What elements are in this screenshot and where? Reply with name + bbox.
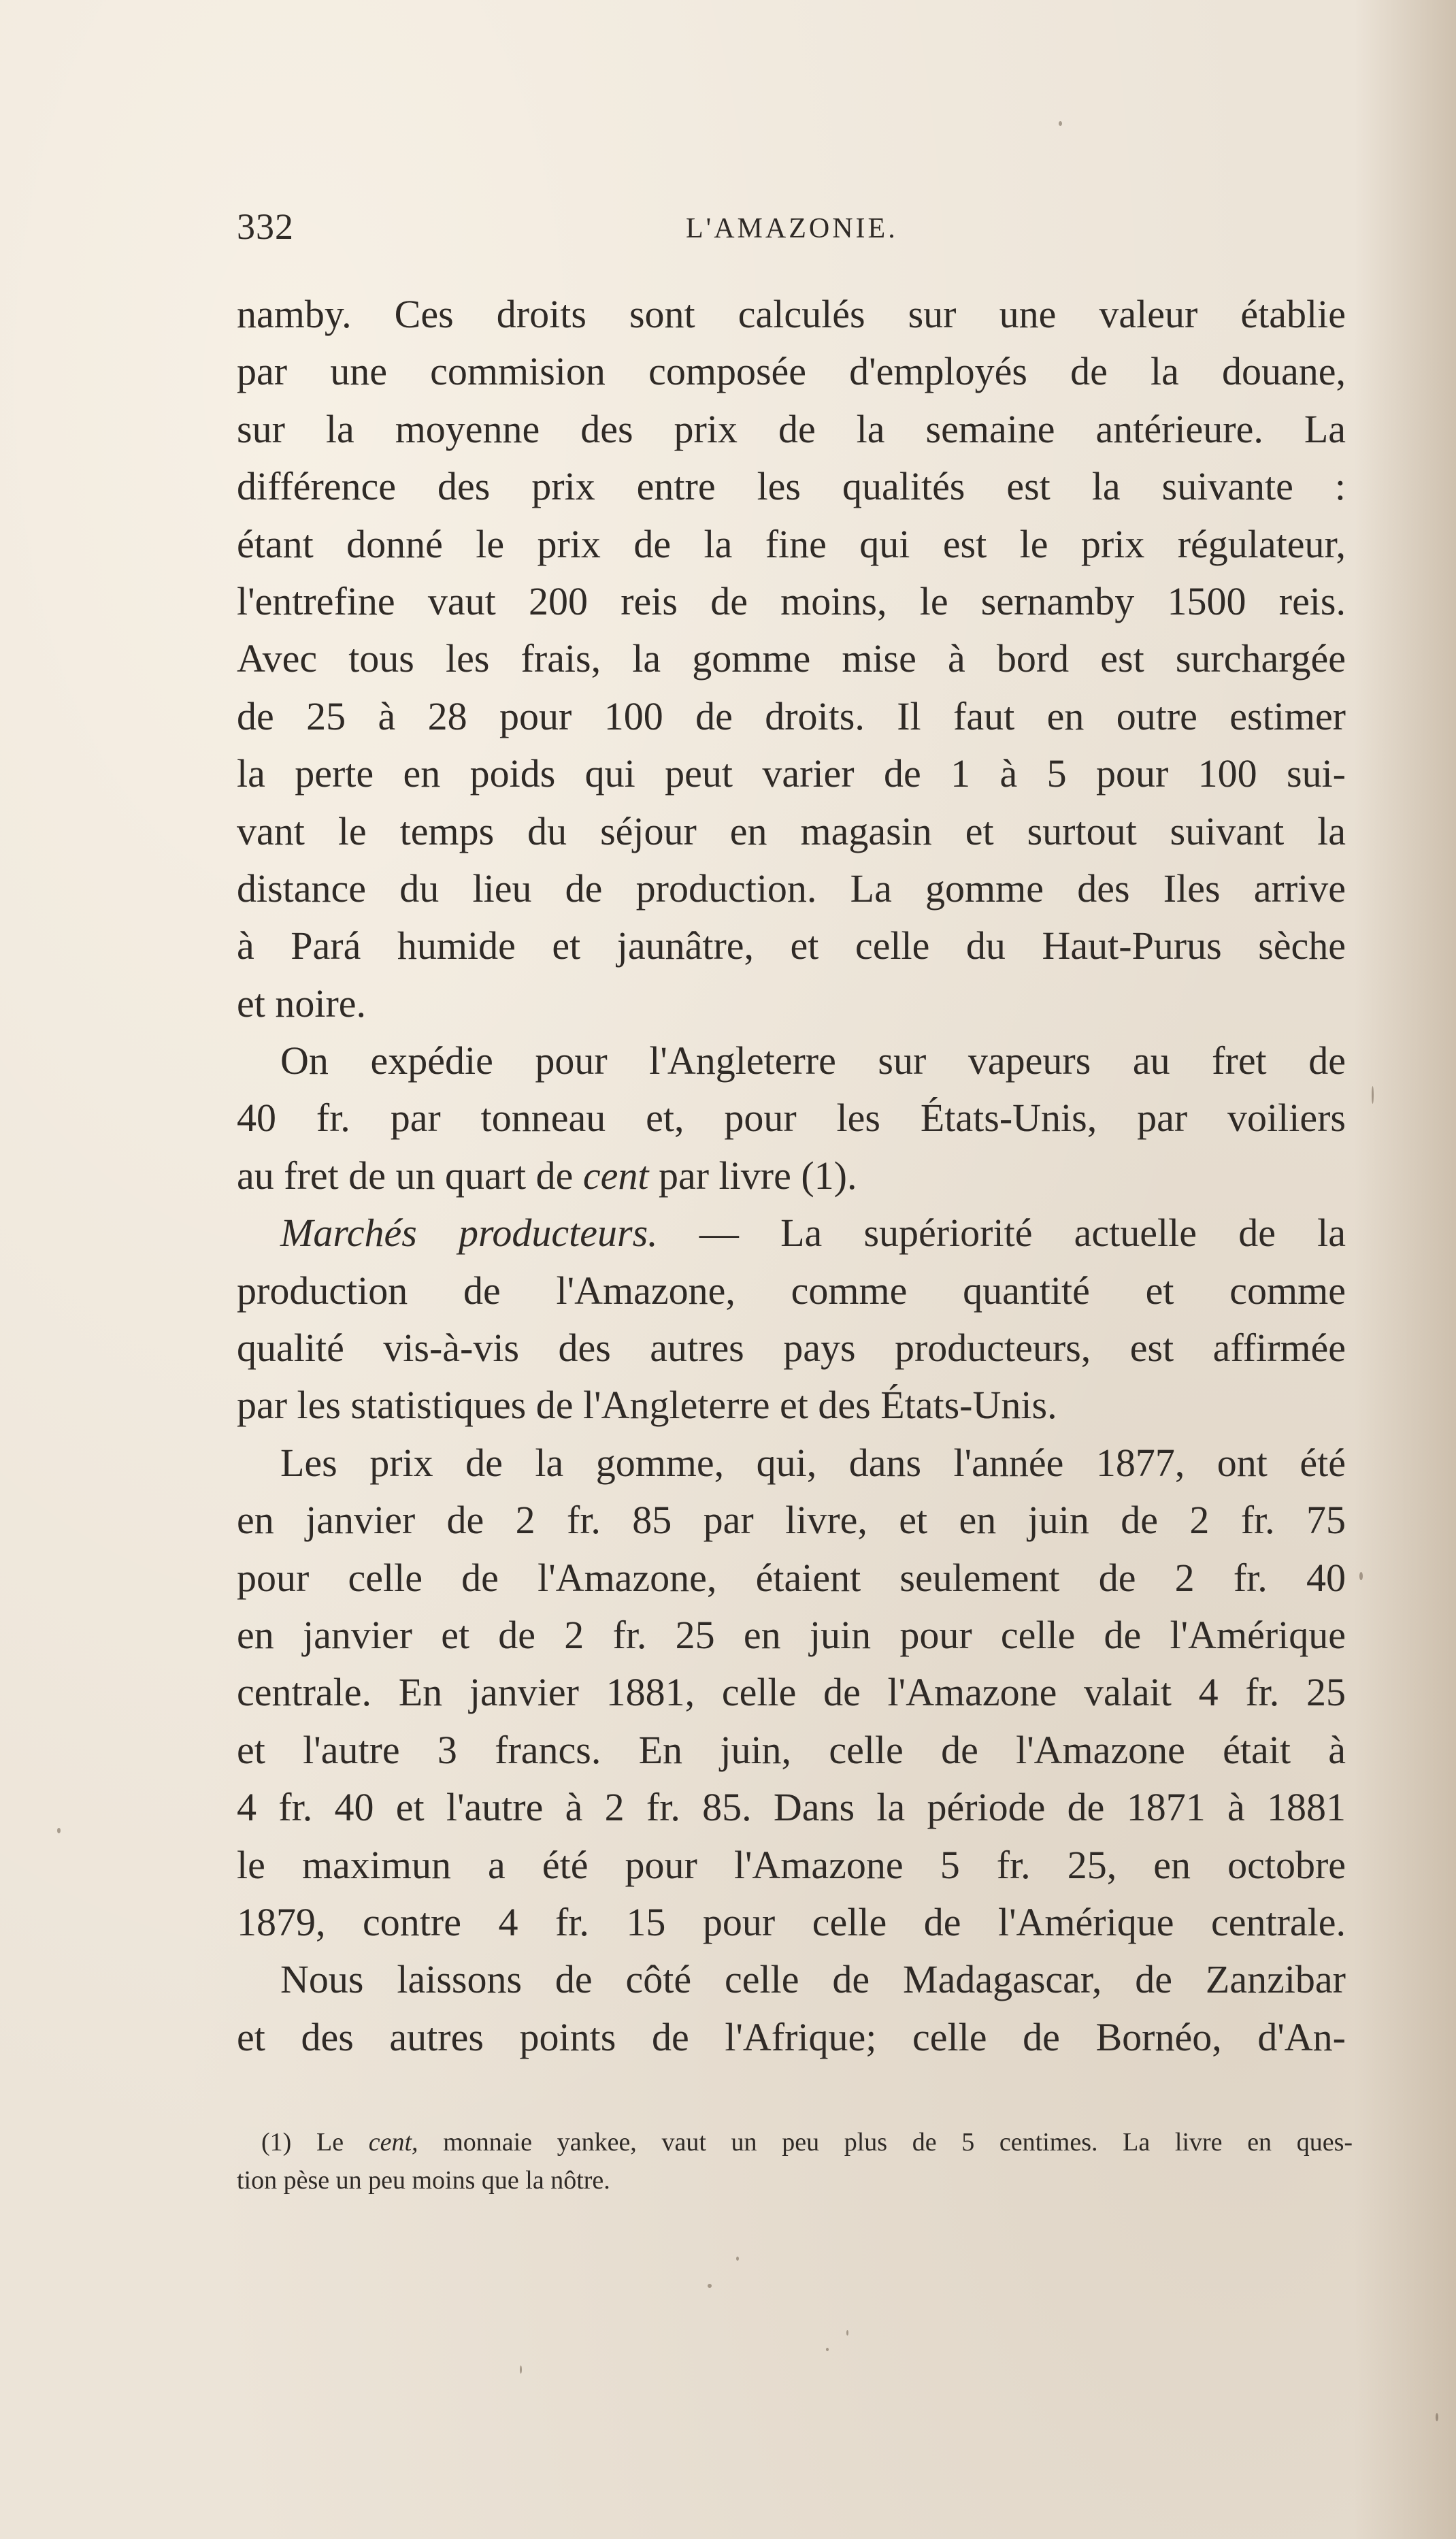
page-number: 332 [237, 206, 294, 247]
paper-speck [826, 2348, 829, 2351]
text-line: pour celle de l'Amazone, étaient seulement de 2 fr. 40 [237, 1555, 1346, 1600]
text-line: 1879, contre 4 fr. 15 pour celle de l'Amérique centrale. [237, 1899, 1346, 1944]
text-line: Avec tous les frais, la gomme mise à bord est surchargée [237, 636, 1346, 681]
text-line: qualité vis-à-vis des autres pays producteurs, est affirmée [237, 1326, 1346, 1371]
text-line: production de l'Amazone, comme quantité et comme [237, 1268, 1346, 1313]
paper-speck [708, 2284, 712, 2288]
text-line: par une commision composée d'employés de la douane, [237, 349, 1346, 394]
text-line: en janvier et de 2 fr. 25 en juin pour celle de l'Amérique [237, 1612, 1346, 1657]
footnote [237, 2123, 1353, 2199]
text-line-with-italic [237, 1147, 1346, 1205]
text-line: et l'autre 3 francs. En juin, celle de l'Amazone était à [237, 1727, 1346, 1772]
text-line: On expédie pour l'Angleterre sur vapeurs au fret de [280, 1038, 1346, 1083]
text-line: sur la moyenne des prix de la semaine antérieure. La [237, 406, 1346, 451]
footnote-marker: (1) [261, 2128, 292, 2157]
footnote-segment: Le [316, 2128, 344, 2157]
paper-speck [736, 2257, 739, 2261]
text-line: de 25 à 28 pour 100 de droits. Il faut en outre estimer [237, 693, 1346, 738]
body-text [237, 286, 1346, 2066]
section-heading-line [237, 1205, 1346, 1262]
italic-term: cent [582, 1153, 649, 1198]
footnote-line: tion pèse un peu moins que la nôtre. [237, 2166, 610, 2195]
footnote-segment: monnaie yankee, vaut un peu plus de 5 centimes. La livre en ques- [443, 2128, 1353, 2157]
text-line: vant le temps du séjour en magasin et surtout suivant la [237, 808, 1346, 853]
text-line: et noire. [237, 981, 367, 1026]
text-line: par les statistiques de l'Angleterre et des États-Unis. [237, 1383, 1057, 1428]
page-header [237, 206, 1380, 267]
text-segment: — La supériorité actuelle de la [699, 1211, 1346, 1256]
footnote-line [237, 2123, 1353, 2161]
text-line: namby. Ces droits sont calculés sur une valeur établie [237, 292, 1346, 336]
text-line: à Pará humide et jaunâtre, et celle du Haut-Purus sèche [237, 923, 1346, 968]
text-line: Nous laissons de côté celle de Madagascar, de Zanzibar [280, 1957, 1346, 2002]
text-line: l'entrefine vaut 200 reis de moins, le sernamby 1500 reis. [237, 578, 1346, 623]
paper-speck [1359, 1572, 1363, 1580]
paper-speck [1436, 2413, 1438, 2421]
text-line: le maximun a été pour l'Amazone 5 fr. 25, en octobre [237, 1842, 1346, 1887]
text-segment: par livre (1). [659, 1153, 857, 1198]
text-line: 40 fr. par tonneau et, pour les États-Unis, par voiliers [237, 1096, 1346, 1141]
text-line: étant donné le prix de la fine qui est le prix régulateur, [237, 521, 1346, 566]
text-line: en janvier de 2 fr. 85 par livre, et en juin de 2 fr. 75 [237, 1498, 1346, 1543]
text-segment: au fret de un quart de [237, 1153, 574, 1198]
section-heading: Marchés producteurs. [280, 1211, 658, 1256]
text-line: la perte en poids qui peut varier de 1 à 5 pour 100 sui- [237, 751, 1346, 796]
text-line: distance du lieu de production. La gomme des Iles arrive [237, 866, 1346, 911]
text-line: Les prix de la gomme, qui, dans l'année 1877, ont été [280, 1440, 1346, 1485]
paper-speck [520, 2365, 522, 2374]
paper-speck [1372, 1086, 1374, 1104]
paper-speck [57, 1828, 61, 1833]
text-line: centrale. En janvier 1881, celle de l'Amazone valait 4 fr. 25 [237, 1670, 1346, 1715]
text-line: et des autres points de l'Afrique; celle de Bornéo, d'An- [237, 2014, 1346, 2059]
text-line: 4 fr. 40 et l'autre à 2 fr. 85. Dans la période de 1871 à 1881 [237, 1785, 1346, 1830]
text-line: différence des prix entre les qualités est la suivante : [237, 464, 1346, 509]
paper-speck [846, 2330, 848, 2336]
footnote-italic-term: cent, [368, 2128, 418, 2157]
paper-speck [1059, 121, 1062, 126]
running-title: L'AMAZONIE. [686, 213, 898, 244]
